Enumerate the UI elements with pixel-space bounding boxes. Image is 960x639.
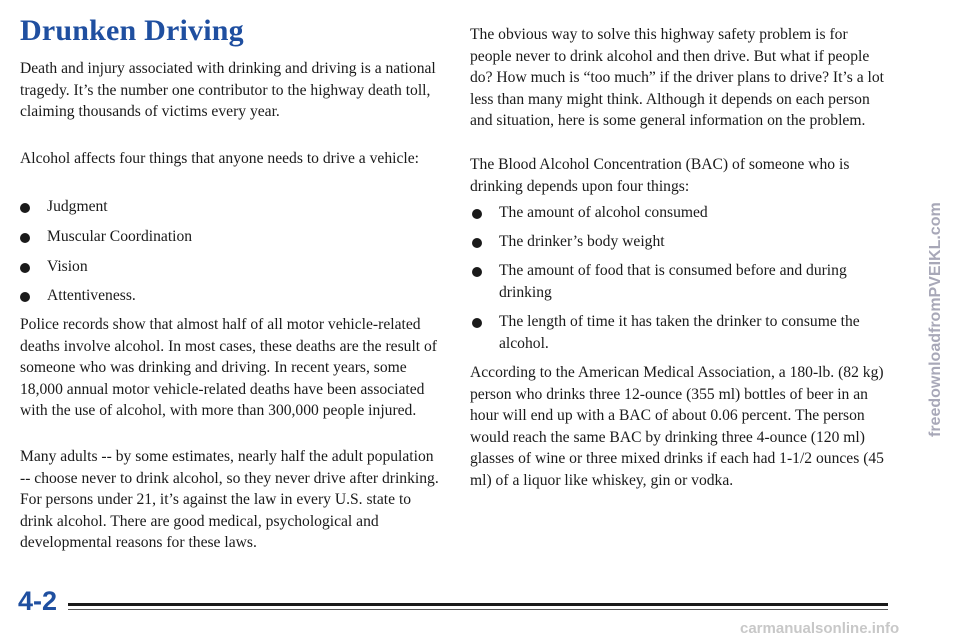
bullet-icon	[472, 267, 482, 277]
right-paragraph-2: The Blood Alcohol Concentration (BAC) of someone who is drinking depends upon four things:	[470, 156, 850, 195]
left-paragraph-1: Death and injury associated with drinking and driving is a national tragedy. It’s the number one contributor to the highway death toll, claiming thousands of victims every year.	[20, 60, 436, 121]
footer-rule	[68, 603, 888, 606]
side-watermark: freedownloadfromPVEIKL.com	[927, 202, 944, 438]
bullet-icon	[472, 238, 482, 248]
bullet-icon	[20, 233, 30, 243]
bullet-icon	[20, 292, 30, 302]
bullet-icon	[20, 203, 30, 213]
right-paragraph-3: According to the American Medical Association, a 180-lb. (82 kg) person who drinks three 12-ounce (355 ml) bottles of beer in an hour will end up with a BAC of about 0.06 percent. The person would reach the same BAC by drinking three 4-ounce (120 ml) glasses of wine or three mixed drinks if each had 1-1/2 ounces (45 ml) of a liquor like whiskey, gin or vodka.	[470, 364, 884, 489]
bullet-icon	[20, 263, 30, 273]
section-title: Drunken Driving	[20, 14, 244, 47]
right-paragraph-1: The obvious way to solve this highway safety problem is for people never to drink alcohol and then drive. But what if people do? How much is “too much” if the driver plans to drive? It’s a lot less than many might think. Although it depends on each person and situation, here is some general information on the problem.	[470, 26, 884, 130]
page-number: 4-2	[18, 586, 58, 616]
bottom-watermark: carmanualsonline.info	[740, 620, 900, 637]
bullet-icon	[472, 318, 482, 328]
left-paragraph-4: Many adults -- by some estimates, nearly half the adult population -- choose never to drink alcohol, so they never drive after drinking. For persons under 21, it’s against the law in every U.S. state to drink alcohol. There are good medical, psychological and developmental reasons for these laws.	[20, 448, 439, 552]
left-paragraph-3: Police records show that almost half of all motor vehicle-related deaths involve alcohol. In most cases, these deaths are the result of someone who was drinking and driving. In recent years, some 18,000 annual motor vehicle-related deaths have been associated with the use of alcohol, with more than 300,000 people injured.	[20, 316, 438, 420]
footer-rule-thin	[68, 609, 888, 610]
left-paragraph-2: Alcohol affects four things that anyone needs to drive a vehicle:	[20, 150, 419, 167]
bullet-icon	[472, 209, 482, 219]
